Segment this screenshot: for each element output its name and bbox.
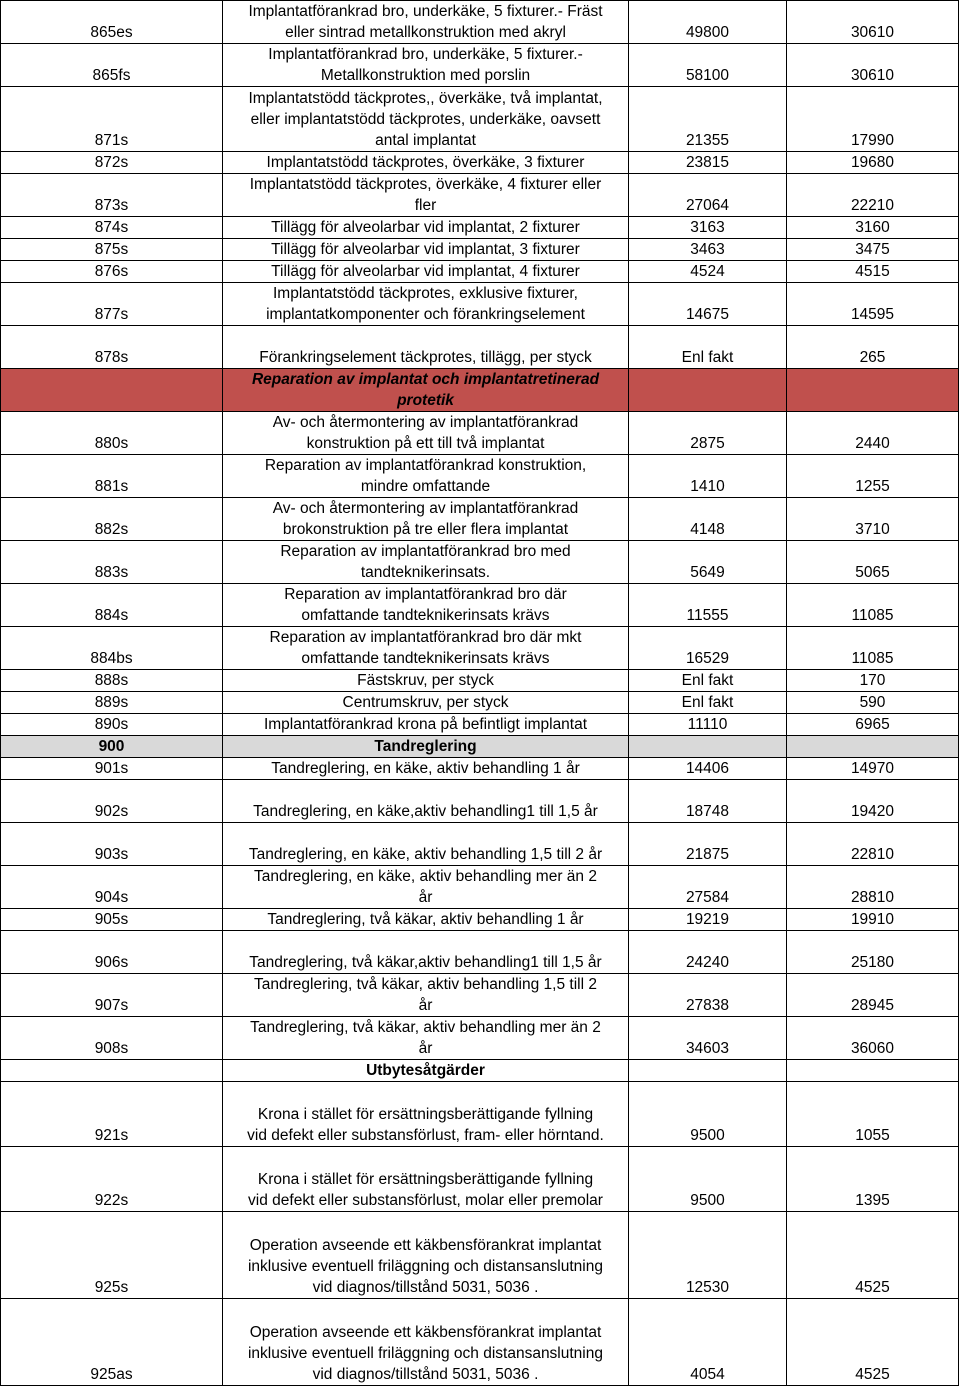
- table-row: [1, 283, 959, 326]
- table-row: [1, 909, 959, 931]
- patient-price-cell: 30610: [787, 44, 959, 87]
- code-cell: 881s: [1, 455, 223, 498]
- patient-price-cell: 3710: [787, 498, 959, 541]
- table-row: [1, 714, 959, 736]
- table-row: [1, 780, 959, 823]
- code-cell: [1, 369, 223, 412]
- code-cell: [1, 1060, 223, 1082]
- reference-price-cell: 2875: [629, 412, 787, 455]
- code-cell: 922s: [1, 1147, 223, 1212]
- code-cell: 906s: [1, 931, 223, 974]
- patient-price-cell: 4515: [787, 261, 959, 283]
- reference-price-cell: 19219: [629, 909, 787, 931]
- description-cell: Tandreglering, en käke, aktiv behandling 1 år: [223, 758, 629, 780]
- reference-price-cell: 27584: [629, 866, 787, 909]
- patient-price-cell: 6965: [787, 714, 959, 736]
- table-row: [1, 369, 959, 412]
- description-cell: Fästskruv, per styck: [223, 670, 629, 692]
- table-row: [1, 326, 959, 369]
- patient-price-cell: 14595: [787, 283, 959, 326]
- code-cell: 872s: [1, 152, 223, 174]
- description-cell: Tandreglering: [223, 736, 629, 758]
- description-cell: Implantatstödd täckprotes, överkäke, 3 fixturer: [223, 152, 629, 174]
- code-cell: 884s: [1, 584, 223, 627]
- code-cell: 884bs: [1, 627, 223, 670]
- patient-price-cell: 1395: [787, 1147, 959, 1212]
- reference-price-cell: 3463: [629, 239, 787, 261]
- patient-price-cell: 11085: [787, 627, 959, 670]
- patient-price-cell: 22810: [787, 823, 959, 866]
- reference-price-cell: 4148: [629, 498, 787, 541]
- patient-price-cell: 4525: [787, 1212, 959, 1299]
- description-cell: Implantatförankrad bro, underkäke, 5 fixturer.- Fräst eller sintrad metallkonstruktion med akryl: [223, 1, 629, 44]
- patient-price-cell: [787, 1060, 959, 1082]
- patient-price-cell: 17990: [787, 87, 959, 152]
- reference-price-cell: 14406: [629, 758, 787, 780]
- patient-price-cell: 2440: [787, 412, 959, 455]
- description-cell: Tillägg för alveolarbar vid implantat, 3 fixturer: [223, 239, 629, 261]
- code-cell: 877s: [1, 283, 223, 326]
- description-cell: Operation avseende ett käkbensförankrat implantat inklusive eventuell friläggning och distansanslutning vid diagnos/tillstånd 5031, 5036 .: [223, 1299, 629, 1386]
- reference-price-cell: 18748: [629, 780, 787, 823]
- table-row: [1, 974, 959, 1017]
- table-row: [1, 1017, 959, 1060]
- description-cell: Reparation av implantatförankrad bro där omfattande tandteknikerinsats krävs: [223, 584, 629, 627]
- description-cell: Centrumskruv, per styck: [223, 692, 629, 714]
- code-cell: 880s: [1, 412, 223, 455]
- patient-price-cell: 11085: [787, 584, 959, 627]
- description-cell: Av- och återmontering av implantatförankrad konstruktion på ett till två implantat: [223, 412, 629, 455]
- patient-price-cell: 36060: [787, 1017, 959, 1060]
- reference-price-cell: 23815: [629, 152, 787, 174]
- reference-price-cell: 24240: [629, 931, 787, 974]
- code-cell: 882s: [1, 498, 223, 541]
- patient-price-cell: 3160: [787, 217, 959, 239]
- patient-price-cell: [787, 369, 959, 412]
- reference-price-cell: Enl fakt: [629, 670, 787, 692]
- reference-price-cell: 1410: [629, 455, 787, 498]
- table-row: [1, 866, 959, 909]
- patient-price-cell: 265: [787, 326, 959, 369]
- reference-price-cell: [629, 369, 787, 412]
- description-cell: Implantatstödd täckprotes, överkäke, 4 fixturer eller fler: [223, 174, 629, 217]
- table-row: [1, 627, 959, 670]
- description-cell: Reparation av implantatförankrad bro där mkt omfattande tandteknikerinsats krävs: [223, 627, 629, 670]
- table-row: [1, 931, 959, 974]
- code-cell: 871s: [1, 87, 223, 152]
- patient-price-cell: 19910: [787, 909, 959, 931]
- reference-price-cell: 58100: [629, 44, 787, 87]
- code-cell: 873s: [1, 174, 223, 217]
- description-cell: Operation avseende ett käkbensförankrat implantat inklusive eventuell friläggning och distansanslutning vid diagnos/tillstånd 5031, 5036 .: [223, 1212, 629, 1299]
- patient-price-cell: 30610: [787, 1, 959, 44]
- description-cell: Implantatförankrad krona på befintligt implantat: [223, 714, 629, 736]
- description-cell: Tandreglering, två käkar,aktiv behandling1 till 1,5 år: [223, 931, 629, 974]
- table-row: [1, 217, 959, 239]
- reference-price-cell: 11555: [629, 584, 787, 627]
- code-cell: 905s: [1, 909, 223, 931]
- table-row: [1, 455, 959, 498]
- table-row: [1, 44, 959, 87]
- patient-price-cell: 1255: [787, 455, 959, 498]
- reference-price-cell: 12530: [629, 1212, 787, 1299]
- table-row: [1, 498, 959, 541]
- code-cell: 888s: [1, 670, 223, 692]
- code-cell: 900: [1, 736, 223, 758]
- code-cell: 925as: [1, 1299, 223, 1386]
- reference-price-cell: 9500: [629, 1082, 787, 1147]
- code-cell: 904s: [1, 866, 223, 909]
- reference-price-cell: 49800: [629, 1, 787, 44]
- code-cell: 890s: [1, 714, 223, 736]
- code-cell: 907s: [1, 974, 223, 1017]
- table-row: [1, 152, 959, 174]
- reference-price-cell: 5649: [629, 541, 787, 584]
- price-table-body: [1, 1, 959, 1386]
- description-cell: Implantatstödd täckprotes,, överkäke, två implantat, eller implantatstödd täckprotes, underkäke, oavsett antal implantat: [223, 87, 629, 152]
- description-cell: Reparation av implantatförankrad bro med tandteknikerinsats.: [223, 541, 629, 584]
- patient-price-cell: 14970: [787, 758, 959, 780]
- description-cell: Tillägg för alveolarbar vid implantat, 2 fixturer: [223, 217, 629, 239]
- reference-price-cell: 34603: [629, 1017, 787, 1060]
- table-row: [1, 1147, 959, 1212]
- table-row: [1, 823, 959, 866]
- table-row: [1, 1, 959, 44]
- table-row: [1, 1060, 959, 1082]
- table-row: [1, 1082, 959, 1147]
- table-row: [1, 692, 959, 714]
- code-cell: 865fs: [1, 44, 223, 87]
- table-row: [1, 261, 959, 283]
- reference-price-cell: 11110: [629, 714, 787, 736]
- reference-price-cell: [629, 736, 787, 758]
- patient-price-cell: [787, 736, 959, 758]
- description-cell: Implantatförankrad bro, underkäke, 5 fixturer.- Metallkonstruktion med porslin: [223, 44, 629, 87]
- description-cell: Implantatstödd täckprotes, exklusive fixturer, implantatkomponenter och förankringselement: [223, 283, 629, 326]
- description-cell: Reparation av implantatförankrad konstruktion, mindre omfattande: [223, 455, 629, 498]
- patient-price-cell: 22210: [787, 174, 959, 217]
- code-cell: 908s: [1, 1017, 223, 1060]
- description-cell: Tandreglering, två käkar, aktiv behandling 1,5 till 2 år: [223, 974, 629, 1017]
- code-cell: 902s: [1, 780, 223, 823]
- code-cell: 865es: [1, 1, 223, 44]
- table-row: [1, 670, 959, 692]
- description-cell: Utbytesåtgärder: [223, 1060, 629, 1082]
- description-cell: Tandreglering, två käkar, aktiv behandling 1 år: [223, 909, 629, 931]
- reference-price-cell: Enl fakt: [629, 692, 787, 714]
- patient-price-cell: 4525: [787, 1299, 959, 1386]
- code-cell: 901s: [1, 758, 223, 780]
- table-row: [1, 541, 959, 584]
- table-row: [1, 584, 959, 627]
- code-cell: 883s: [1, 541, 223, 584]
- patient-price-cell: 590: [787, 692, 959, 714]
- description-cell: Förankringselement täckprotes, tillägg, per styck: [223, 326, 629, 369]
- patient-price-cell: 19680: [787, 152, 959, 174]
- description-cell: Tandreglering, en käke, aktiv behandling 1,5 till 2 år: [223, 823, 629, 866]
- code-cell: 878s: [1, 326, 223, 369]
- reference-price-cell: 21355: [629, 87, 787, 152]
- table-row: [1, 412, 959, 455]
- description-cell: Tandreglering, en käke, aktiv behandling mer än 2 år: [223, 866, 629, 909]
- patient-price-cell: 3475: [787, 239, 959, 261]
- reference-price-cell: 21875: [629, 823, 787, 866]
- reference-price-cell: 4054: [629, 1299, 787, 1386]
- table-row: [1, 174, 959, 217]
- table-row: [1, 736, 959, 758]
- table-row: [1, 1212, 959, 1299]
- reference-price-cell: 27838: [629, 974, 787, 1017]
- table-row: [1, 1299, 959, 1386]
- description-cell: Av- och återmontering av implantatförankrad brokonstruktion på tre eller flera implantat: [223, 498, 629, 541]
- reference-price-cell: 4524: [629, 261, 787, 283]
- code-cell: 876s: [1, 261, 223, 283]
- code-cell: 921s: [1, 1082, 223, 1147]
- patient-price-cell: 1055: [787, 1082, 959, 1147]
- code-cell: 874s: [1, 217, 223, 239]
- patient-price-cell: 5065: [787, 541, 959, 584]
- table-row: [1, 239, 959, 261]
- patient-price-cell: 170: [787, 670, 959, 692]
- reference-price-cell: 16529: [629, 627, 787, 670]
- reference-price-cell: 9500: [629, 1147, 787, 1212]
- reference-price-cell: 14675: [629, 283, 787, 326]
- patient-price-cell: 28945: [787, 974, 959, 1017]
- reference-price-cell: 3163: [629, 217, 787, 239]
- reference-price-cell: Enl fakt: [629, 326, 787, 369]
- table-row: [1, 758, 959, 780]
- patient-price-cell: 28810: [787, 866, 959, 909]
- description-cell: Reparation av implantat och implantatretinerad protetik: [223, 369, 629, 412]
- code-cell: 889s: [1, 692, 223, 714]
- reference-price-cell: [629, 1060, 787, 1082]
- patient-price-cell: 19420: [787, 780, 959, 823]
- patient-price-cell: 25180: [787, 931, 959, 974]
- code-cell: 875s: [1, 239, 223, 261]
- description-cell: Tandreglering, två käkar, aktiv behandling mer än 2 år: [223, 1017, 629, 1060]
- reference-price-cell: 27064: [629, 174, 787, 217]
- code-cell: 903s: [1, 823, 223, 866]
- code-cell: 925s: [1, 1212, 223, 1299]
- description-cell: Tillägg för alveolarbar vid implantat, 4 fixturer: [223, 261, 629, 283]
- description-cell: Tandreglering, en käke,aktiv behandling1 till 1,5 år: [223, 780, 629, 823]
- description-cell: Krona i stället för ersättningsberättigande fyllning vid defekt eller substansförlust, fram- eller hörntand.: [223, 1082, 629, 1147]
- description-cell: Krona i stället för ersättningsberättigande fyllning vid defekt eller substansförlust, molar eller premolar: [223, 1147, 629, 1212]
- table-row: [1, 87, 959, 152]
